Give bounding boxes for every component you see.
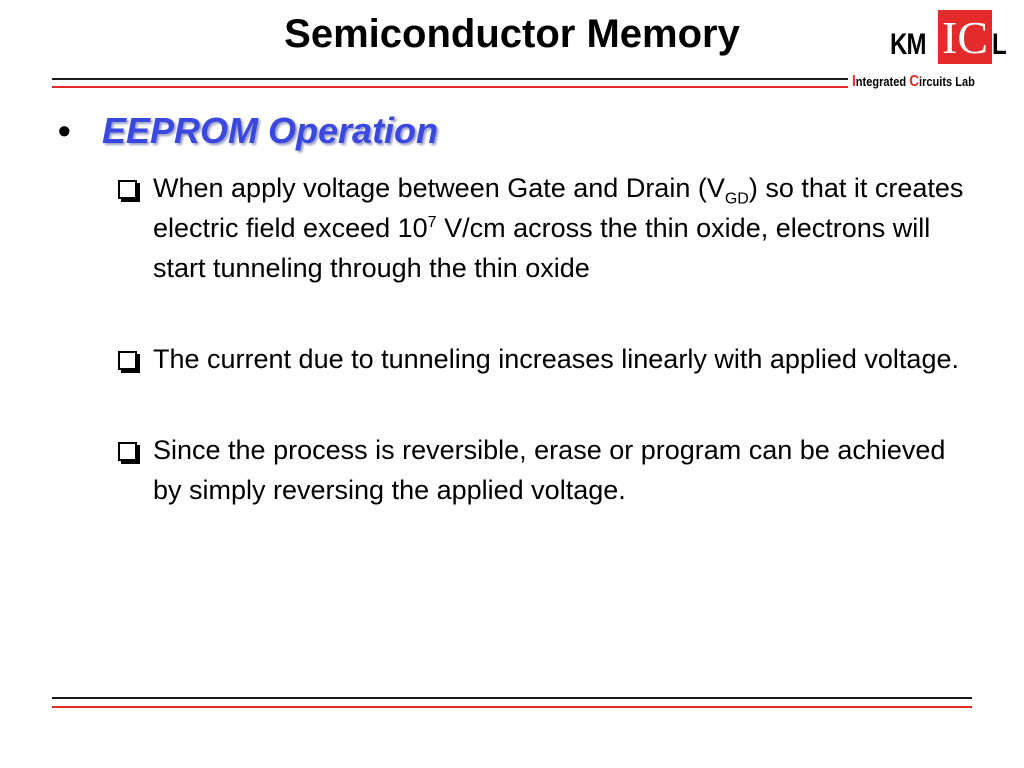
section-heading (58, 110, 438, 152)
list-item-text: Since the process is reversible, erase or program can be achieved by simply reversing the applied voltage. (153, 435, 946, 505)
checkbox-bullet-icon (118, 442, 137, 461)
slide-title: Semiconductor Memory (284, 12, 740, 56)
checkbox-bullet-icon (118, 180, 137, 199)
bullet-dot: • (58, 110, 71, 151)
list-item (118, 339, 978, 379)
checkbox-bullet-icon (118, 351, 137, 370)
header-rule-black (52, 78, 848, 80)
logo-ic-box: IC (938, 10, 992, 64)
list-item-text: The current due to tunneling increases linearly with applied voltage. (153, 344, 959, 374)
footer-rule-black (52, 697, 972, 699)
section-heading-text: EEPROM Operation (102, 110, 439, 151)
list-item (118, 430, 978, 510)
logo-l-text: L (992, 28, 1006, 61)
header-rule-red (52, 86, 848, 88)
list-item-text: When apply voltage between Gate and Drain $(V_{GD})$ so that it creates electric field exceed $10^7$ V/cm across the thin oxide, electrons will start tunneling through the thin oxide (153, 173, 964, 283)
list-item (118, 168, 978, 288)
logo-km-text: KM (890, 28, 926, 61)
logo-subtitle: Integrated Circuits Lab (852, 73, 975, 90)
kmicl-logo (852, 10, 1010, 95)
footer-rule-red (52, 706, 972, 708)
